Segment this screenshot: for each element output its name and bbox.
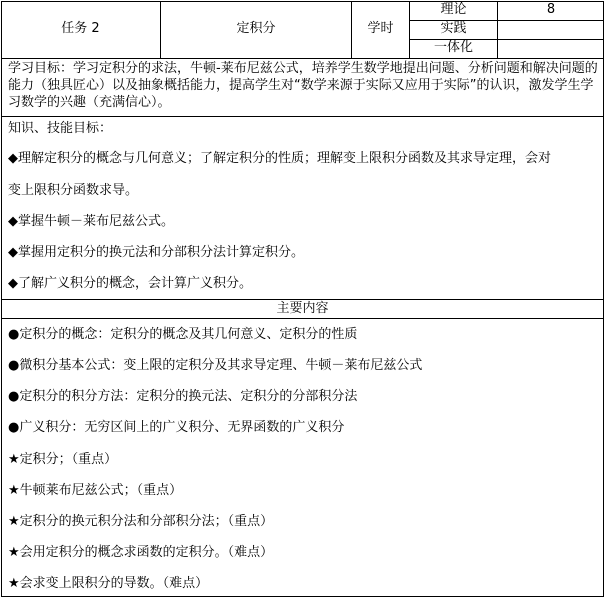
hours-type-practice: 实践 bbox=[440, 21, 467, 36]
hours-type-integrated: 一体化 bbox=[433, 40, 473, 55]
content-item: ★定积分的换元积分法和分部积分法；（重点） bbox=[8, 514, 274, 529]
content-item: ●广义积分：无穷区间上的广义积分、无界函数的广义积分 bbox=[8, 420, 345, 435]
content-item: ●微积分基本公式：变上限的定积分及其求导定理、牛顿－莱布尼兹公式 bbox=[8, 358, 423, 373]
content-item: ★会用定积分的概念求函数的定积分。（难点） bbox=[8, 545, 274, 560]
divider bbox=[1, 58, 604, 59]
content-item: ★牛顿莱布尼兹公式；（重点） bbox=[8, 483, 183, 498]
learning-goal: 学习目标：学习定积分的求法，牛顿-莱布尼兹公式，培养学生数学地提出问题、分析问题和解决问题的能力（独具匠心）以及抽象概括能力，提高学生对“数学来源于实际又应用于实际”的认识，激发学生学习数学的兴趣（充满信心）。 bbox=[8, 61, 598, 110]
divider bbox=[1, 299, 604, 300]
content-item: ●定积分的积分方法：定积分的换元法、定积分的分部积分法 bbox=[8, 389, 358, 404]
task-label: 任务 2 bbox=[61, 21, 100, 36]
content-item: ★会求变上限积分的导数。（难点） bbox=[8, 576, 209, 591]
content-heading: 主要内容 bbox=[276, 301, 329, 316]
hours-label: 学时 bbox=[367, 21, 394, 36]
divider bbox=[1, 318, 604, 319]
skill-item: ◆掌握用定积分的换元法和分部积分法计算定积分。 bbox=[8, 245, 304, 260]
skills-heading: 知识、技能目标： bbox=[8, 121, 113, 136]
hours-value-theory: 8 bbox=[546, 2, 556, 17]
hours-type-theory: 理论 bbox=[440, 2, 467, 17]
content-item: ★定积分；（重点） bbox=[8, 452, 118, 467]
skill-item: 变上限积分函数求导。 bbox=[8, 183, 139, 198]
task-name: 定积分 bbox=[236, 21, 276, 36]
skill-item: ◆了解广义积分的概念，会计算广义积分。 bbox=[8, 276, 252, 291]
skill-item: ◆掌握牛顿－莱布尼兹公式。 bbox=[8, 214, 174, 229]
skill-item: ◆理解定积分的概念与几何意义；了解定积分的性质；理解变上限积分函数及其求导定理，会对 bbox=[8, 151, 551, 166]
content-item: ●定积分的概念：定积分的概念及其几何意义、定积分的性质 bbox=[8, 327, 358, 342]
divider bbox=[1, 116, 604, 117]
